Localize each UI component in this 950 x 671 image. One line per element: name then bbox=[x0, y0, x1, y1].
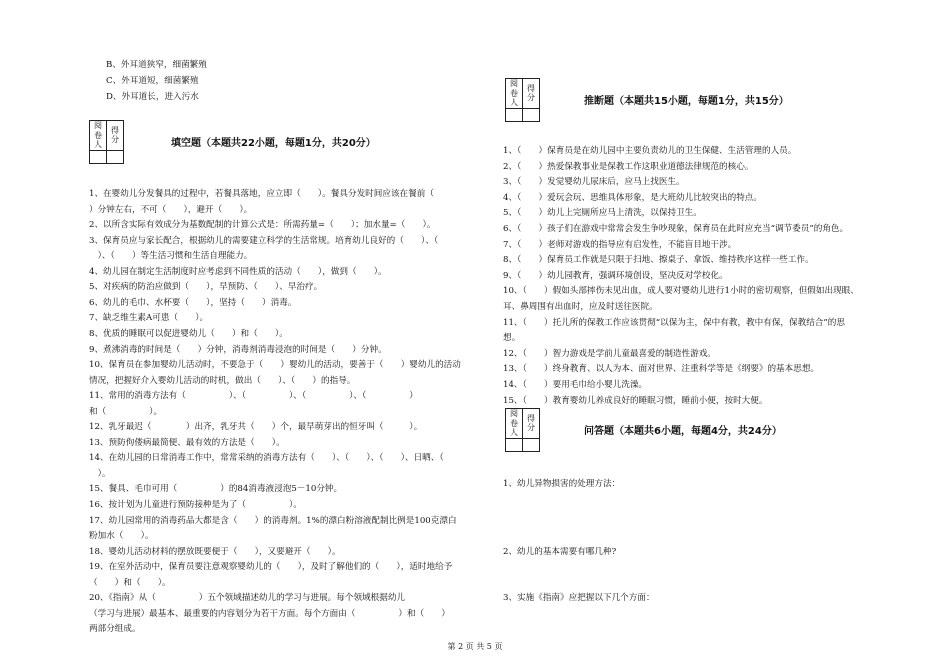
fill-question-line: 15、餐具、毛巾可用（ ）的84消毒液浸泡5－10分钟。 bbox=[89, 484, 343, 495]
qa-question-1: 1、幼儿异物损害的处理方法： bbox=[503, 479, 621, 489]
fill-question-line: 16、按计划为儿童进行预防接种是为了（ ）。 bbox=[89, 500, 302, 510]
fill-question-line: 情况，把握好介入婴幼儿活动的时机，做出（ ）、（ ）的指导。 bbox=[89, 375, 356, 386]
fill-question-line: 18、婴幼儿活动材料的摆放既要便于（ ），又要避开（ ）。 bbox=[89, 546, 341, 557]
judge-question-line: 12、（ ）智力游戏是学前儿童最喜爱的制造性游戏。 bbox=[503, 348, 716, 359]
score-label: 得分 bbox=[523, 79, 540, 109]
fill-question-line: 4、幼儿园在制定生活制度时应考虑到不同性质的活动（ ），做到（ ）。 bbox=[89, 266, 387, 277]
score-cell bbox=[523, 438, 540, 451]
fill-question-line: 14、在幼儿园的日常消毒工作中，常常采纳的消毒方法有（ ）、（ ）、（ ）、日晒、（ bbox=[89, 453, 444, 464]
fill-question-line: （学习与进展）最基本、最重要的内容划分为若干方面。每个方面由（ ）和（ ） bbox=[89, 608, 450, 619]
grader-cell bbox=[506, 438, 523, 451]
score-box-fill bbox=[89, 120, 124, 164]
fill-question-line: 7、缺乏维生素A可患（ ）。 bbox=[89, 313, 209, 324]
fill-question-line: ）。 bbox=[89, 468, 111, 479]
fill-question-line: 17、幼儿园常用的消毒药品大都是含（ ）的消毒剂。1%的漂白粉溶液配制比例是100克漂白 bbox=[89, 515, 457, 526]
judge-question-line: 2、（ ）热爱保教事业是保教工作这职业道德法律规范的核心。 bbox=[503, 161, 754, 172]
option-b: B、外耳道狭窄，细菌繁殖 bbox=[106, 60, 207, 70]
judge-question-line: 想。 bbox=[503, 333, 521, 344]
judge-question-line: 13、（ ）终身教育、以人为本、面对世界、注重科学等是《纲要》的基本思想。 bbox=[503, 364, 820, 375]
grader-cell bbox=[90, 150, 107, 163]
fill-question-line: 8、优质的睡眠可以促进婴幼儿（ ）和（ ）。 bbox=[89, 329, 288, 339]
qa-section-title: 问答题（本题共6小题，每题4分，共24分） bbox=[584, 426, 782, 437]
judge-question-line: 4、（ ）爱玩会玩、思维具体形象，是大班幼儿比较突出的特点。 bbox=[503, 192, 762, 203]
fill-question-line: 1、在婴幼儿分发餐具的过程中，若餐具落地，应立即（ ）。餐具分发时间应该在餐前（ bbox=[89, 189, 434, 199]
grader-label: 阅卷人 bbox=[506, 409, 523, 439]
judge-question-line: 9、（ ）幼儿园教育，强调环境创设，坚决反对学校化。 bbox=[503, 270, 728, 281]
qa-question-2: 2、幼儿的基本需要有哪几种? bbox=[503, 547, 617, 557]
score-box-qa bbox=[505, 408, 540, 452]
fill-question-line: ）分钟左右，不可（ ），避开（ ）。 bbox=[89, 204, 253, 215]
judge-question-line: 5、（ ）幼儿上完厕所应马上清洗，以保持卫生。 bbox=[503, 208, 702, 219]
judge-question-line: 10、（ ）假如头部摔伤未见出血，成人要对婴幼儿进行1小时的密切观察，但假如出现眼、 bbox=[503, 286, 859, 297]
judge-question-line: 15、（ ）教育婴幼儿养成良好的睡眠习惯，睡前小便，按时大便。 bbox=[503, 395, 768, 406]
score-cell bbox=[107, 150, 124, 163]
fill-question-line: 两部分组成。 bbox=[89, 624, 141, 635]
fill-question-line: 和（ ）。 bbox=[89, 406, 163, 417]
fill-question-line: 2、以所含实际有效成分为基数配制的计算公式是：所需药量=（ ）；加水量=（ ）。 bbox=[89, 220, 436, 231]
judge-question-line: 7、（ ）老师对游戏的指导应有启发性，不能盲目地干涉。 bbox=[503, 239, 737, 250]
fill-question-line: 20、《指南》从（ ）五个领域描述幼儿的学习与进展。每个领域根据幼儿 bbox=[89, 593, 406, 604]
fill-question-line: 11、常用的消毒方法有（ ）、（ ）、（ ）、（ ） bbox=[89, 391, 418, 402]
grader-label: 阅卷人 bbox=[90, 121, 107, 151]
fill-question-line: 3、保育员应与家长配合，根据幼儿的需要建立科学的生活常规。培育幼儿良好的（ ）、（ bbox=[89, 235, 439, 246]
judge-question-line: 14、（ ）要用毛巾给小婴儿洗澡。 bbox=[503, 380, 648, 390]
qa-question-3: 3、实施《指南》应把握以下几个方面： bbox=[503, 593, 655, 603]
score-label: 得分 bbox=[523, 409, 540, 439]
option-c: C、外耳道短，细菌繁殖 bbox=[106, 76, 199, 86]
judge-question-line: 3、（ ）发觉婴幼儿尿床后，应马上找医生。 bbox=[503, 177, 685, 188]
fill-question-line: 粉加水（ ）。 bbox=[89, 531, 154, 542]
grader-cell bbox=[506, 108, 523, 121]
score-cell bbox=[523, 108, 540, 121]
fill-question-line: 9、煮沸消毒的时间是（ ）分钟，消毒剂消毒浸泡的时间是（ ）分钟。 bbox=[89, 344, 387, 355]
score-label: 得分 bbox=[107, 121, 124, 151]
option-d: D、外耳道长，进入污水 bbox=[106, 92, 199, 102]
judge-question-line: 6、（ ）孩子们在游戏中常常会发生争吵现象，保育员在此时应充当“调节委员”的角色。 bbox=[503, 224, 849, 234]
fill-question-line: 19、在室外活动中，保育员要注意观察婴幼儿的（ ），及时了解他们的（ ），适时地给予 bbox=[89, 562, 453, 573]
judge-question-line: 耳、鼻周围有出血时，应及时送往医院。 bbox=[503, 302, 658, 312]
fill-question-line: （ ）和（ ）。 bbox=[89, 577, 171, 588]
fill-section-title: 填空题（本题共22小题，每题1分，共20分） bbox=[171, 138, 376, 149]
fill-question-line: 10、保育员在参加婴幼儿活动时，不要急于（ ）婴幼儿的活动，要善于（ ）婴幼儿的活动 bbox=[89, 360, 461, 371]
fill-question-line: 12、乳牙最迟（ ）出齐，乳牙共（ ）个，最早萌芽出的恒牙叫（ ）。 bbox=[89, 422, 423, 433]
judge-section-title: 推断题（本题共15小题，每题1分，共15分） bbox=[584, 96, 789, 107]
fill-question-line: 6、幼儿的毛巾、水杯要（ ），坚持（ ）消毒。 bbox=[89, 297, 297, 308]
judge-question-line: 1、（ ）保育员是在幼儿园中主要负责幼儿的卫生保健、生活管理的人员。 bbox=[503, 146, 797, 156]
fill-question-line: ）、（ ）等生活习惯和生活自理能力。 bbox=[89, 251, 253, 262]
grader-label: 阅卷人 bbox=[506, 79, 523, 109]
fill-question-line: 13、预防佝偻病最简便、最有效的方法是（ ）。 bbox=[89, 437, 285, 448]
fill-question-line: 5、对疾病的防治应做到（ ），早预防、（ ）、早治疗。 bbox=[89, 282, 323, 293]
judge-question-line: 11、（ ）托儿所的保教工作应该贯彻“以保为主，保中有教，教中有保，保教结合”的思 bbox=[503, 317, 845, 328]
judge-question-line: 8、（ ）保育员工作就是只限于扫地、擦桌子、拿饭、维持秩序这样一些工作。 bbox=[503, 255, 814, 266]
page-footer: 第 2 页 共 5 页 bbox=[447, 642, 503, 651]
score-box-judge bbox=[505, 78, 540, 122]
